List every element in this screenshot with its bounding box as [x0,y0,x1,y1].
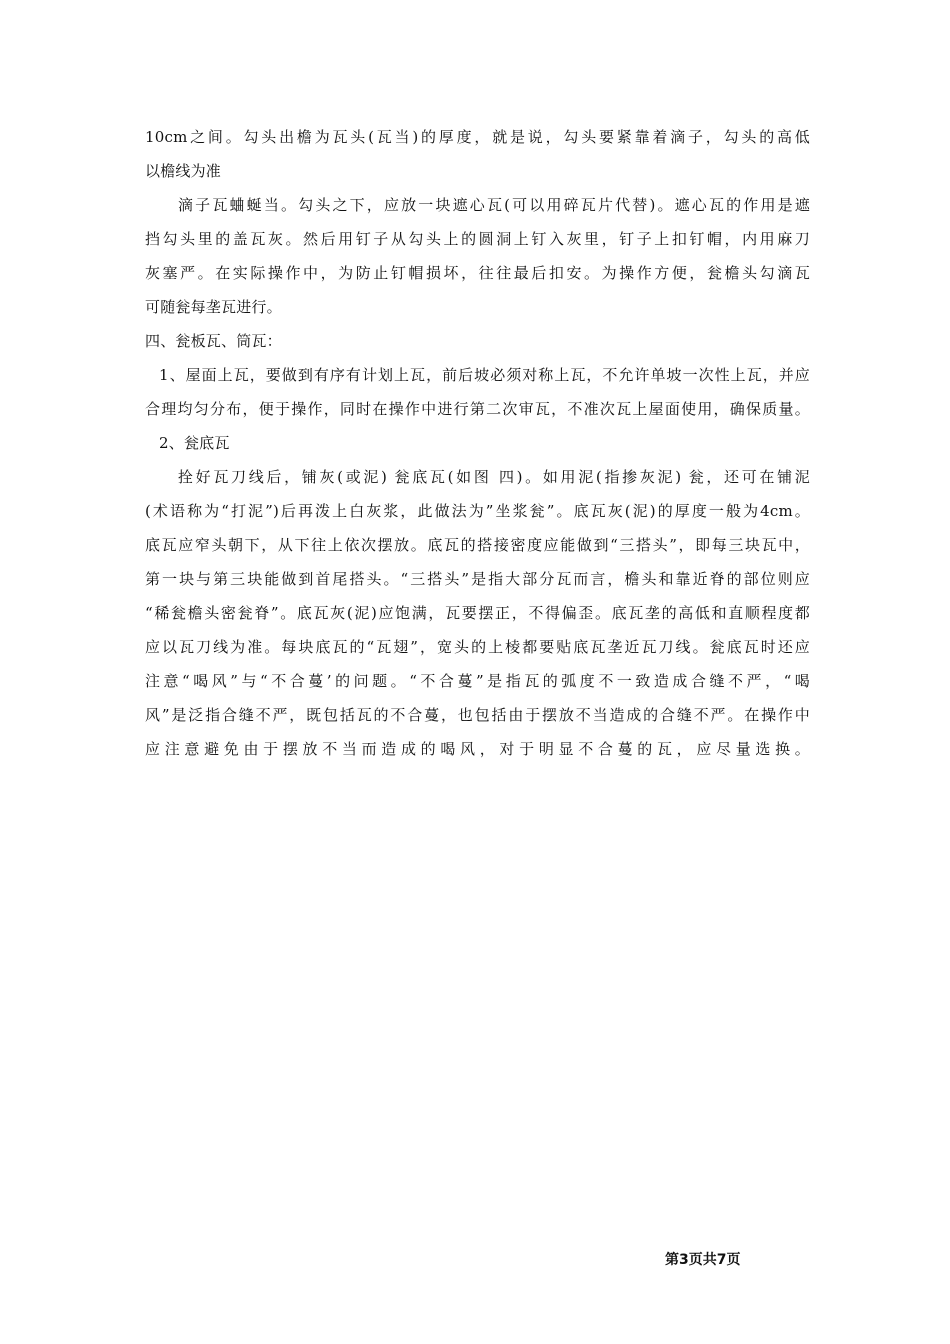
text-line: “稀瓮檐头密瓮脊”。底瓦灰(泥)应饱满，瓦要摆正，不得偏歪。底瓦垄的高低和直顺程度都 [145,604,810,622]
text-line: 应注意避免由于摆放不当而造成的喝风，对于明显不合蔓的瓦，应尽量选换。 [145,740,810,758]
text-line: 滴子瓦蛐蜒当。勾头之下，应放一块遮心瓦(可以用碎瓦片代替)。遮心瓦的作用是遮 [178,196,810,214]
body-text [145,120,810,766]
text-line: 1、屋面上瓦，要做到有序有计划上瓦，前后坡必须对称上瓦，不允许单坡一次性上瓦，并应 [159,366,810,384]
section-heading: 四、瓮板瓦、筒瓦： [145,332,282,350]
page-number: 第3页共7页 [665,1252,741,1268]
text-line: 第一块与第三块能做到首尾搭头。“三搭头”是指大部分瓦而言，檐头和靠近脊的部位则应 [145,570,810,588]
text-line: 以檐线为准 [145,162,222,180]
text-line: 风”是泛指合缝不严，既包括瓦的不合蔓，也包括由于摆放不当造成的合缝不严。在操作中 [145,706,810,724]
text-line: 灰塞严。在实际操作中，为防止钉帽损坏，往往最后扣安。为操作方便，瓮檐头勾滴瓦 [145,264,810,282]
text-line: 应以瓦刀线为准。每块底瓦的“瓦翅”，宽头的上棱都要贴底瓦垄近瓦刀线。瓮底瓦时还应 [145,638,810,656]
text-line: 可随瓮每垄瓦进行。 [145,298,282,316]
text-line: 底瓦应窄头朝下，从下往上依次摆放。底瓦的搭接密度应能做到“三搭头”，即每三块瓦中， [145,536,810,554]
text-line: 挡勾头里的盖瓦灰。然后用钉子从勾头上的圆洞上钉入灰里，钉子上扣钉帽，内用麻刀 [145,230,810,248]
text-line: 10cm之间。勾头出檐为瓦头(瓦当)的厚度，就是说，勾头要紧靠着滴子，勾头的高低 [145,128,810,146]
subsection-heading: 2、瓮底瓦 [159,434,230,452]
text-line: (术语称为“打泥”)后再泼上白灰浆，此做法为”坐浆瓮”。底瓦灰(泥)的厚度一般为4cm。 [145,502,810,520]
text-line: 合理均匀分布，便于操作，同时在操作中进行第二次审瓦，不准次瓦上屋面使用，确保质量。 [145,400,810,418]
text-line: 拴好瓦刀线后，铺灰(或泥) 瓮底瓦(如图 四)。如用泥(指掺灰泥) 瓮，还可在铺泥 [178,468,810,486]
text-line: 注意“喝风”与“不合蔓’的问题。“不合蔓”是指瓦的弧度不一致造成合缝不严，“喝 [145,672,810,690]
